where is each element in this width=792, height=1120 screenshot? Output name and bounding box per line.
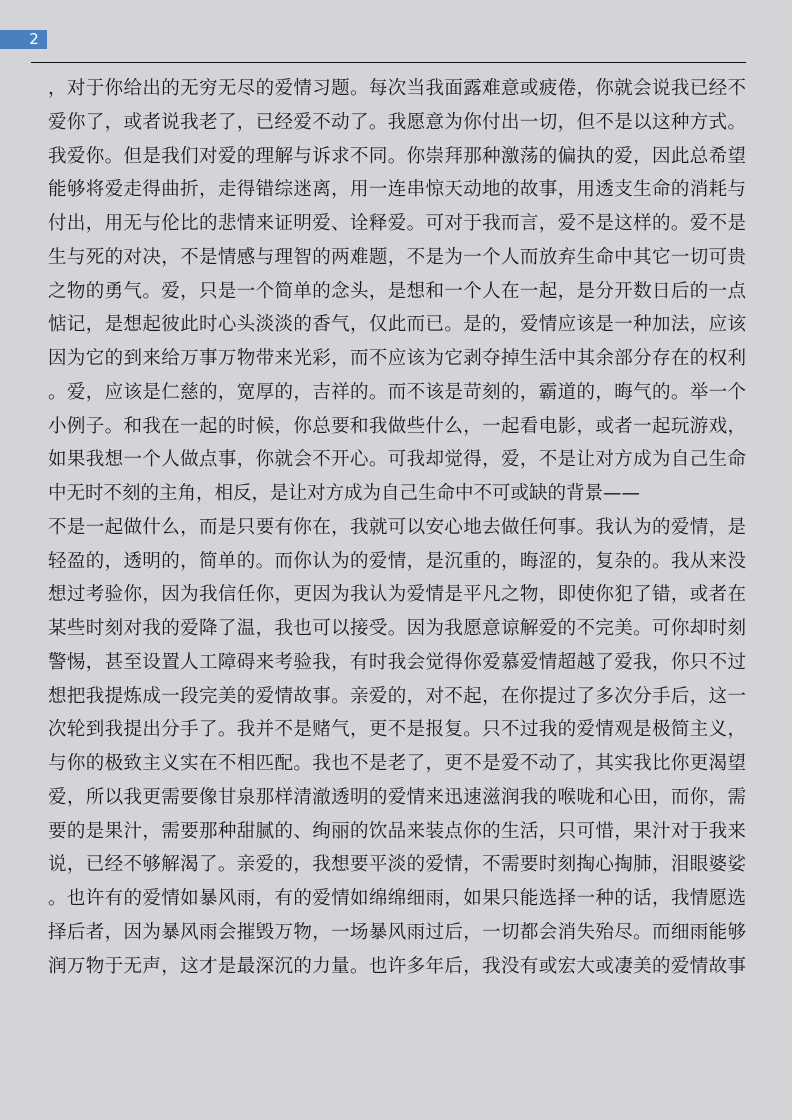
text-line: 之物的勇气。爱，只是一个简单的念头，是想和一个人在一起，是分开数日后的一点 [48, 280, 746, 302]
text-line: 要的是果汁，需要那种甜腻的、绚丽的饮品来装点你的生活，只可惜，果汁对于我来 [48, 820, 746, 842]
text-line: 爱，所以我更需要像甘泉那样清澈透明的爱情来迅速滋润我的喉咙和心田，而你，需 [48, 786, 746, 808]
text-line: 能够将爱走得曲折，走得错综迷离，用一连串惊天动地的故事，用透支生命的消耗与 [48, 179, 746, 201]
text-line: 。爱，应该是仁慈的，宽厚的，吉祥的。而不该是苛刻的，霸道的，晦气的。举一个 [48, 381, 746, 403]
text-line: 次轮到我提出分手了。我并不是赌气，更不是报复。只不过我的爱情观是极简主义， [48, 719, 746, 741]
text-line: 某些时刻对我的爱降了温，我也可以接受。因为我愿意谅解爱的不完美。可你却时刻 [48, 618, 746, 639]
text-line: ，对于你给出的无穷无尽的爱情习题。每次当我面露难意或疲倦，你就会说我已经不 [48, 78, 746, 99]
page-number: 2 [29, 30, 39, 48]
text-line: 如果我想一个人做点事，你就会不开心。可我却觉得，爱，不是让对方成为自己生命 [48, 449, 746, 471]
text-line: 与你的极致主义实在不相匹配。我也不是老了，更不是爱不动了，其实我比你更渴望 [48, 753, 746, 774]
text-line: 择后者，因为暴风雨会摧毁万物，一场暴风雨过后，一切都会消失殆尽。而细雨能够 [48, 921, 746, 943]
text-line: 警惕，甚至设置人工障碍来考验我，有时我会觉得你爱慕爱情超越了爱我，你只不过 [48, 651, 746, 673]
text-line: 想把我提炼成一段完美的爱情故事。亲爱的，对不起，在你提过了多次分手后，这一 [48, 685, 746, 707]
text-line: 想过考验你，因为我信任你，更因为我认为爱情是平凡之物，即使你犯了错，或者在 [48, 584, 746, 606]
text-line: 说，已经不够解渴了。亲爱的，我想要平淡的爱情，不需要时刻掏心掏肺，泪眼婆娑 [48, 854, 746, 876]
document-body [48, 72, 746, 983]
text-line: 因为它的到来给万事万物带来光彩，而不应该为它剥夺掉生活中其余部分存在的权利 [48, 348, 746, 369]
header-divider [31, 62, 746, 63]
text-line: 小例子。和我在一起的时候，你总要和我做些什么，一起看电影，或者一起玩游戏， [48, 415, 746, 437]
text-line: 惦记，是想起彼此时心头淡淡的香气，仅此而已。是的，爱情应该是一种加法，应该 [48, 314, 746, 336]
text-line: 爱你了，或者说我老了，已经爱不动了。我愿意为你付出一切，但不是以这种方式。 [48, 111, 746, 133]
text-line: 。也许有的爱情如暴风雨，有的爱情如绵绵细雨，如果只能选择一种的话，我情愿选 [48, 888, 746, 909]
page-number-badge [0, 30, 47, 49]
text-line: 付出，用无与伦比的悲情来证明爱、诠释爱。可对于我而言，爱不是这样的。爱不是 [48, 213, 746, 234]
text-line: 润万物于无声，这才是最深沉的力量。也许多年后，我没有或宏大或凄美的爱情故事 [48, 955, 746, 977]
text-line: 不是一起做什么，而是只要有你在，我就可以安心地去做任何事。我认为的爱情，是 [48, 516, 746, 538]
text-line: 生与死的对决，不是情感与理智的两难题，不是为一个人而放弃生命中其它一切可贵 [48, 246, 746, 268]
text-line: 轻盈的，透明的，简单的。而你认为的爱情，是沉重的，晦涩的，复杂的。我从来没 [48, 550, 746, 572]
text-line: 中无时不刻的主角，相反，是让对方成为自己生命中不可或缺的背景—— [48, 483, 641, 504]
text-line: 我爱你。但是我们对爱的理解与诉求不同。你崇拜那种激荡的偏执的爱，因此总希望 [48, 145, 746, 167]
